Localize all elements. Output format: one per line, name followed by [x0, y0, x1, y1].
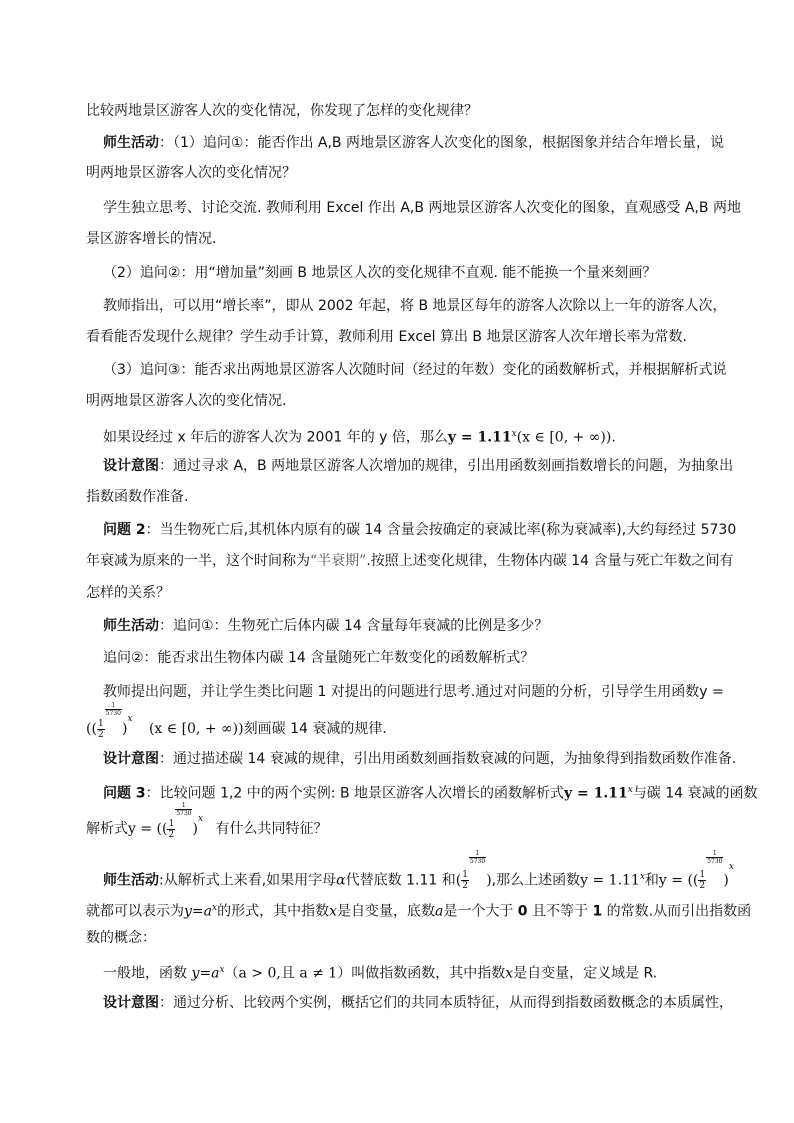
decay-formula: y = (( [128, 821, 168, 837]
outer-exponent: x [197, 814, 204, 824]
text: .按照上述变化规律，生物体内碳 14 含量与死亡年数之间有 [366, 553, 734, 569]
text: 怎样的关系？ [86, 585, 170, 601]
formula-exponent: x [511, 429, 517, 439]
paragraph-growth-formula [103, 424, 793, 448]
paragraph-teacher-carbon [103, 682, 793, 702]
paragraph-question-intro [86, 101, 786, 121]
growth-formula: y = 1.11 [447, 429, 512, 446]
text: （3）追问③：能否求出两地景区游客人次随时间（经过的年数）变化的函数解析式，并根据解析式说 [103, 362, 727, 378]
text: 是一个大于 [443, 903, 518, 920]
paragraph-problem-3 [103, 780, 793, 804]
text: 数的概念： [86, 930, 156, 946]
close-paren: ) [723, 872, 729, 889]
close-paren: ) [192, 821, 198, 837]
text: :从解析式上来看,如果用字母 [159, 872, 337, 889]
activity-label: 师生活动 [103, 135, 159, 151]
text: （2）追问②：用“增加量”刻画 B 地景区人次的变化规律不直观. 能不能换一个量来刻画？ [103, 265, 657, 281]
outer-exponent: x [728, 862, 734, 872]
exponent-fraction: $\frac{1}{5730}$ [469, 850, 486, 865]
text: 且不等于 [527, 903, 593, 920]
paragraph-activity-3-cont [86, 898, 786, 922]
alpha-symbol: α [336, 872, 346, 889]
paragraph-followup-3 [103, 360, 793, 380]
a-variable: a [434, 903, 444, 920]
exponent-fraction: $\frac{1}{5730}$ [707, 850, 723, 865]
text: ：（1）追问①：能否作出 A,B 两地景区游客人次变化的图象，根据图象并结合年增长量，说 [159, 135, 724, 151]
half-fraction: $\frac{1}{2}$ [699, 870, 706, 892]
half-fraction: $\frac{1}{2}$ [97, 718, 104, 740]
paragraph-problem-3-cont [86, 802, 786, 847]
text: ：通过分析、比较两个实例，概括它们的共同本质特征，从而得到指数函数概念的本质属性， [159, 995, 733, 1011]
open-paren: ( [455, 872, 462, 889]
text: 明两地景区游客人次的变化情况？ [86, 165, 296, 181]
growth-formula: y = 1.11 [580, 872, 640, 889]
formula-exponent: x [627, 785, 633, 795]
text: 年衰减为原来的一半，这个时间称为 [86, 553, 310, 569]
exponent-fraction: $\frac{1}{5730}$ [176, 802, 192, 817]
paragraph-student-work [103, 198, 793, 218]
text: 有什么共同特征？ [215, 821, 328, 837]
text: 教师提出问题，并让学生类比问题 1 对提出的问题进行思考.通过对问题的分析，引导学生用函数y = [103, 684, 724, 700]
text: 追问②：能否求出生物体内碳 14 含量随死亡年数变化的函数解析式？ [103, 650, 535, 666]
text: ,那么上述函数 [491, 872, 581, 889]
paragraph-decay-formula [86, 702, 786, 747]
one-value: 1 [592, 903, 603, 920]
x-variable: x [505, 965, 514, 982]
text: 比较两地景区游客人次的变化情况，你发现了怎样的变化规律？ [86, 103, 478, 119]
text: 是自变量，底数 [336, 903, 435, 920]
condition: （a > 0,且 a ≠ 1） [224, 965, 352, 982]
text: 是自变量，定义域是 R. [513, 965, 658, 982]
paragraph-activity-1-cont [86, 163, 786, 183]
paragraph-problem-2-cont [86, 551, 786, 571]
design-label: 设计意图 [103, 458, 159, 474]
text: ：比较问题 1,2 中的两个实例: B 地景区游客人次增长的函数解析式 [145, 785, 565, 802]
formula-domain: (x ∈ [0, + ∞)). [516, 429, 616, 446]
outer-exponent: x [127, 714, 133, 724]
text: ：当生物死亡后,其机体内原有的碳 14 含量会按确定的衰减比率(称为衰减率),大约每经过 5730 [145, 522, 737, 538]
text: ：通过寻求 A，B 两地景区游客人次增加的规律，引出用函数刻画指数增长的问题，为抽象出 [159, 458, 734, 474]
close-paren: ) [121, 721, 128, 737]
growth-formula: y = 1.11 [564, 785, 628, 802]
paragraph-activity-1 [103, 133, 793, 153]
activity-label: 师生活动 [103, 618, 159, 634]
decay-formula: y = (( [658, 872, 699, 889]
paragraph-activity-3-end [86, 928, 786, 948]
text: 明两地景区游客人次的变化情况. [86, 393, 287, 409]
paragraph-teacher-note [103, 296, 793, 316]
paragraph-problem-2 [103, 520, 793, 540]
text: 看看能否发现什么规律？学生动手计算，教师利用 Excel 算出 B 地景区游客人次年增长率为常数. [86, 329, 687, 345]
paragraph-student-work-cont [86, 229, 786, 249]
text: 刻画碳 14 衰减的规律. [243, 721, 387, 737]
problem-label: 问题 3 [103, 785, 146, 802]
paragraph-design-2 [103, 749, 793, 769]
paragraph-followup-3-cont [86, 391, 786, 411]
text: 和 [644, 872, 659, 889]
open-paren: (( [86, 721, 97, 737]
text: ：追问①：生物死亡后体内碳 14 含量每年衰减的比例是多少？ [159, 618, 549, 634]
general-form: y=a [184, 903, 212, 920]
design-label: 设计意图 [103, 995, 159, 1011]
close-paren: ) [486, 872, 492, 889]
text: 教师指出，可以用“增长率”，即从 2002 年起，将 B 地景区每年的游客人次除以上一年的游客人次， [103, 298, 727, 314]
text: 代替底数 1.11 和 [345, 872, 456, 889]
paragraph-followup-2 [103, 263, 793, 283]
half-fraction: $\frac{1}{2}$ [462, 870, 468, 892]
paragraph-design-3 [103, 993, 793, 1013]
activity-label: 师生活动 [103, 872, 159, 889]
problem-label: 问题 2 [103, 522, 146, 538]
text: ：通过描述碳 14 衰减的规律，引出用函数刻画指数衰减的问题，为抽象得到指数函数作准备. [159, 751, 737, 767]
half-life-quote: “半衰期” [310, 553, 367, 569]
general-form: y=a [191, 965, 220, 982]
text: 叫做指数函数，其中指数 [351, 965, 506, 982]
x-variable: x [329, 903, 337, 920]
paragraph-definition [103, 960, 793, 984]
text: 解析式 [86, 821, 128, 837]
paragraph-teacher-note-cont [86, 327, 786, 347]
text: 与碳 14 衰减的函数 [632, 785, 758, 802]
text: 如果设经过 x 年后的游客人次为 2001 年的 y 倍，那么 [103, 429, 448, 446]
paragraph-followup-carbon [103, 648, 793, 668]
form-exponent: x [219, 965, 225, 975]
paragraph-design-1 [103, 456, 793, 476]
text: 指数函数作准备. [86, 489, 189, 505]
paragraph-activity-3 [103, 850, 793, 895]
paragraph-activity-2 [103, 616, 793, 636]
form-exponent: x [212, 903, 218, 913]
formula-domain: (x ∈ [0, + ∞)) [148, 721, 244, 737]
exponent-fraction: $\frac{1}{5730}$ [105, 702, 121, 717]
text: 景区游客增长的情况. [86, 231, 217, 247]
paragraph-design-1-cont [86, 487, 786, 507]
text: 的常数.从而引出指数函 [602, 903, 752, 920]
design-label: 设计意图 [103, 751, 159, 767]
half-fraction: $\frac{1}{2}$ [168, 818, 175, 840]
formula-exponent: x [639, 872, 645, 882]
text: 就都可以表示为 [86, 903, 184, 920]
text: 一般地，函数 [103, 965, 192, 982]
paragraph-problem-2-end [86, 583, 786, 603]
text: 的形式，其中指数 [217, 903, 330, 920]
text: 学生独立思考、讨论交流. 教师利用 Excel 作出 A,B 两地景区游客人次变化的图象，直观感受 A,B 两地 [103, 200, 741, 216]
zero-value: 0 [517, 903, 528, 920]
